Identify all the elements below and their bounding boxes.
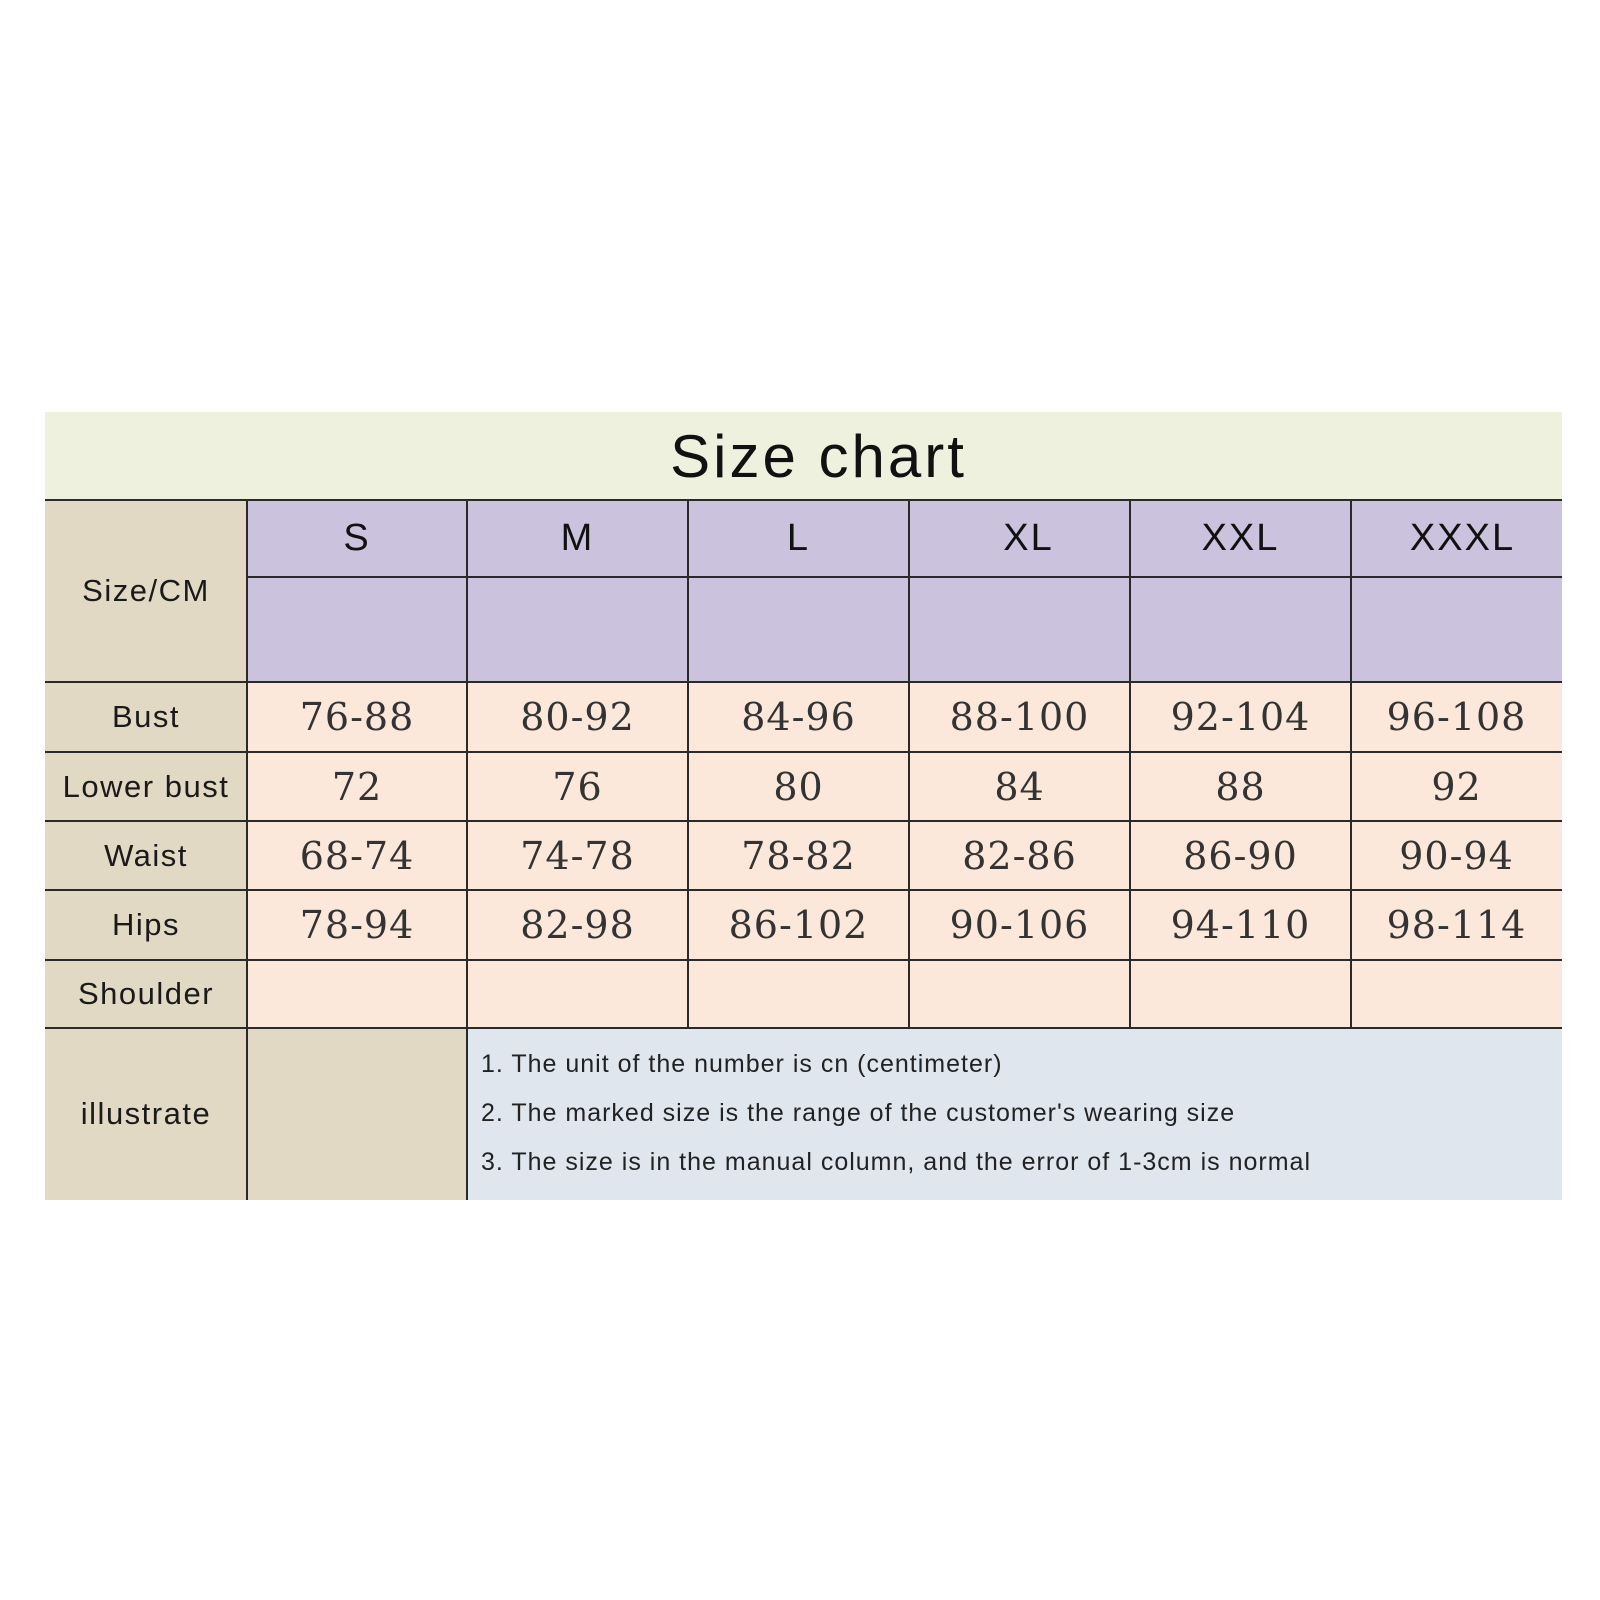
cell-bust-s: 76-88 bbox=[247, 682, 467, 752]
size-header-l: L bbox=[688, 500, 909, 577]
size-cm-label: Size/CM bbox=[45, 500, 247, 682]
cell-waist-m: 74-78 bbox=[467, 821, 688, 890]
grid-line-h bbox=[45, 751, 1562, 753]
size-header-xxl: XXL bbox=[1130, 500, 1351, 577]
size-header-xl: XL bbox=[909, 500, 1130, 577]
cell-shoulder-xxxl bbox=[1351, 960, 1562, 1028]
grid-line-h bbox=[45, 889, 1562, 891]
note-line-2: 2. The marked size is the range of the customer's wearing size bbox=[481, 1099, 1236, 1127]
cell-hips-xxl: 94-110 bbox=[1130, 890, 1351, 960]
grid-line-h bbox=[45, 1027, 1562, 1029]
grid-line-h bbox=[247, 576, 1562, 578]
cell-hips-s: 78-94 bbox=[247, 890, 467, 960]
cell-lower-bust-xxl: 88 bbox=[1130, 752, 1351, 821]
size-header-m: M bbox=[467, 500, 688, 577]
cell-waist-l: 78-82 bbox=[688, 821, 909, 890]
cell-bust-xxl: 92-104 bbox=[1130, 682, 1351, 752]
grid-line-h bbox=[45, 820, 1562, 822]
note-line-3: 3. The size is in the manual column, and the error of 1-3cm is normal bbox=[481, 1148, 1311, 1176]
size-subheader-row bbox=[247, 577, 1562, 682]
cell-hips-m: 82-98 bbox=[467, 890, 688, 960]
row-label-lower-bust: Lower bust bbox=[45, 752, 247, 821]
chart-title: Size chart bbox=[45, 412, 1562, 500]
cell-waist-xxxl: 90-94 bbox=[1351, 821, 1562, 890]
illustrate-blank-cell bbox=[247, 1028, 467, 1200]
cell-hips-l: 86-102 bbox=[688, 890, 909, 960]
size-header-s: S bbox=[247, 500, 467, 577]
grid-line-v bbox=[1350, 500, 1352, 1028]
cell-shoulder-m bbox=[467, 960, 688, 1028]
grid-line-h bbox=[45, 959, 1562, 961]
cell-shoulder-xl bbox=[909, 960, 1130, 1028]
grid-line-h bbox=[45, 499, 1562, 501]
cell-lower-bust-xxxl: 92 bbox=[1351, 752, 1562, 821]
row-label-illustrate: illustrate bbox=[45, 1028, 247, 1200]
cell-shoulder-xxl bbox=[1130, 960, 1351, 1028]
size-header-xxxl: XXXL bbox=[1351, 500, 1562, 577]
cell-waist-xxl: 86-90 bbox=[1130, 821, 1351, 890]
cell-hips-xxxl: 98-114 bbox=[1351, 890, 1562, 960]
cell-shoulder-s bbox=[247, 960, 467, 1028]
grid-line-h bbox=[45, 681, 1562, 683]
grid-line-v bbox=[246, 500, 248, 1200]
size-chart-table bbox=[45, 412, 1562, 1200]
row-label-hips: Hips bbox=[45, 890, 247, 960]
cell-bust-l: 84-96 bbox=[688, 682, 909, 752]
grid-line-v bbox=[908, 500, 910, 1028]
note-line-1: 1. The unit of the number is cn (centimeter) bbox=[481, 1050, 1003, 1078]
row-label-shoulder: Shoulder bbox=[45, 960, 247, 1028]
cell-waist-xl: 82-86 bbox=[909, 821, 1130, 890]
cell-bust-xxxl: 96-108 bbox=[1351, 682, 1562, 752]
row-label-waist: Waist bbox=[45, 821, 247, 890]
cell-lower-bust-m: 76 bbox=[467, 752, 688, 821]
grid-line-v bbox=[466, 500, 468, 1200]
cell-lower-bust-xl: 84 bbox=[909, 752, 1130, 821]
cell-hips-xl: 90-106 bbox=[909, 890, 1130, 960]
cell-bust-xl: 88-100 bbox=[909, 682, 1130, 752]
cell-lower-bust-l: 80 bbox=[688, 752, 909, 821]
cell-waist-s: 68-74 bbox=[247, 821, 467, 890]
cell-lower-bust-s: 72 bbox=[247, 752, 467, 821]
illustrate-notes bbox=[467, 1028, 1562, 1200]
grid-line-v bbox=[687, 500, 689, 1028]
cell-shoulder-l bbox=[688, 960, 909, 1028]
row-label-bust: Bust bbox=[45, 682, 247, 752]
cell-bust-m: 80-92 bbox=[467, 682, 688, 752]
grid-line-v bbox=[1129, 500, 1131, 1028]
